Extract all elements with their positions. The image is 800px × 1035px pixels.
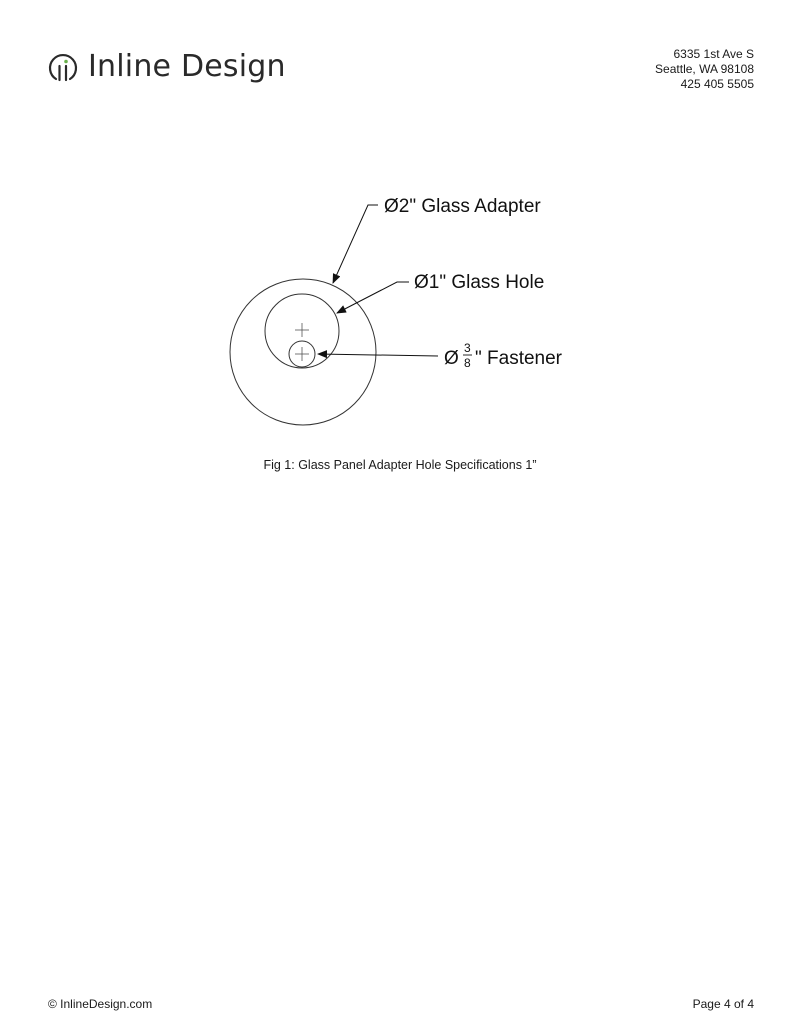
- adapter-outer-circle: [230, 279, 376, 425]
- address-city: Seattle, WA 98108: [655, 62, 754, 76]
- fastener-label: [444, 341, 563, 370]
- adapter-leader: [333, 205, 378, 283]
- hole-leader: [337, 282, 409, 313]
- fastener-diameter-symbol: Ø: [444, 348, 459, 369]
- fastener-fraction-numerator: 3: [464, 341, 471, 355]
- fastener-label-suffix: " Fastener: [475, 348, 563, 369]
- address-street: 6335 1st Ave S: [673, 47, 754, 61]
- adapter-label: Ø2" Glass Adapter: [384, 196, 541, 217]
- footer-page-number: Page 4 of 4: [692, 997, 754, 1011]
- figure-caption: Fig 1: Glass Panel Adapter Hole Specifications 1”: [263, 458, 537, 472]
- company-name: Inline Design: [88, 49, 286, 84]
- fastener-fraction-denominator: 8: [464, 356, 471, 370]
- footer-copyright: © InlineDesign.com: [48, 997, 153, 1011]
- address-phone: 425 405 5505: [680, 77, 754, 91]
- fastener-leader: [318, 354, 438, 356]
- hole-label: Ø1" Glass Hole: [414, 272, 545, 293]
- hole-center-mark: [295, 323, 309, 337]
- fastener-center-mark: [295, 347, 309, 361]
